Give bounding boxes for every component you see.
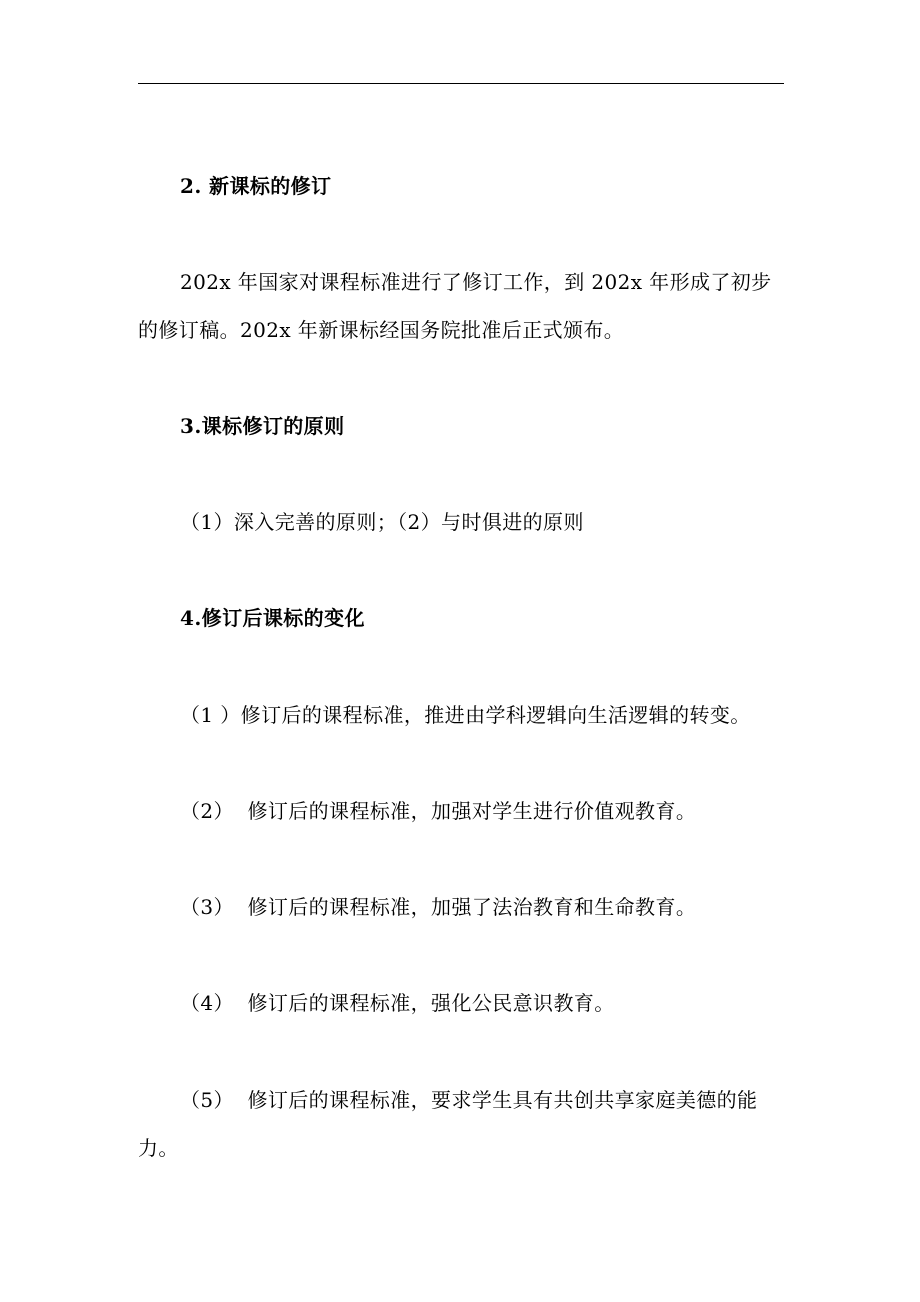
section-heading-4: 4.修订后课标的变化 — [180, 606, 365, 630]
list-item-5-line-2: 力。 — [138, 1136, 179, 1160]
paragraph-2-line-1: 202x 年国家对课程标准进行了修订工作，到 202x 年形成了初步 — [180, 270, 772, 294]
list-item-4: （4） 修订后的课程标准，强化公民意识教育。 — [180, 991, 615, 1015]
list-item-3: （3） 修订后的课程标准，加强了法治教育和生命教育。 — [180, 895, 697, 919]
paragraph-3: （1）深入完善的原则；（2）与时俱进的原则 — [180, 510, 584, 534]
list-item-2: （2） 修订后的课程标准，加强对学生进行价值观教育。 — [180, 799, 697, 823]
paragraph-2-line-2: 的修订稿。202x 年新课标经国务院批准后正式颁布。 — [138, 318, 625, 342]
list-item-5-line-1: （5） 修订后的课程标准，要求学生具有共创共享家庭美德的能 — [180, 1088, 758, 1112]
header-rule — [138, 83, 784, 84]
list-item-1: （1 ）修订后的课程标准，推进由学科逻辑向生活逻辑的转变。 — [180, 703, 751, 727]
section-heading-3: 3.课标修订的原则 — [180, 414, 345, 438]
section-heading-2: 2. 新课标的修订 — [180, 174, 332, 198]
